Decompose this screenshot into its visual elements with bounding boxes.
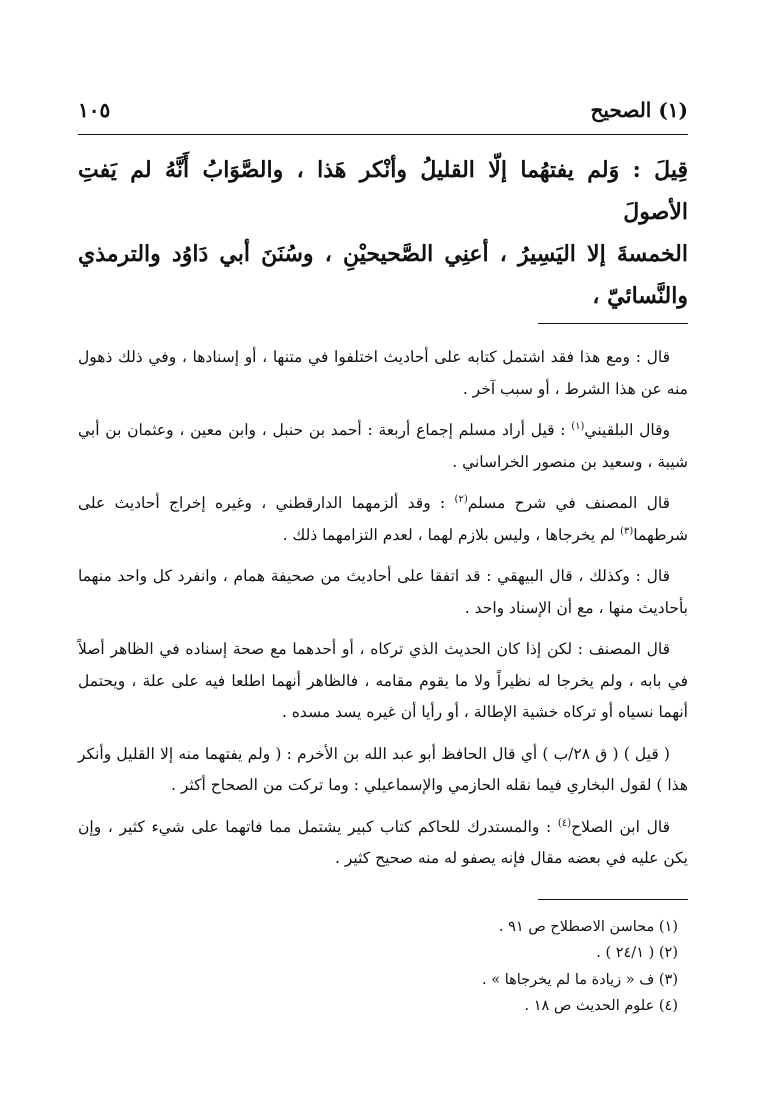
section-title: (١) الصحيح (590, 98, 688, 122)
footnote-marker[interactable]: (٣) (620, 525, 634, 537)
footnote: (٢) ( ٢٤/١ ) . (596, 945, 678, 961)
paragraph-text: قال المصنف في شرح مسلم (467, 494, 670, 512)
header-rule (78, 134, 688, 135)
paragraph-text: : وقد ألزمهما الدارقطني ، وغيره إخراج أحاديث على شرطهما (78, 494, 688, 544)
matn-line: الخمسةَ إلا اليَسِيرُ ، أعنِي الصَّحيحيْنِ ، وسُنَنَ أبي دَاوُد والترمذي والنَّسائيّ ، (78, 241, 688, 309)
paragraph-text: ( قيل ) ( ق ٢٨/ب ) أي قال الحافظ أبو عبد الله بن الأخرم : ( ولم يفتهما منه إلا القليل وأنكر هذا ) لقول البخاري فيما نقله الحازمي والإسماعيلي : وما تركت من الصحاح أكثر . (78, 744, 688, 794)
running-header (78, 98, 688, 128)
footnote-separator (538, 899, 688, 900)
footnote: (٤) علوم الحديث ص ١٨ . (524, 998, 678, 1014)
commentary-paragraph (78, 634, 688, 729)
commentary-paragraph (78, 739, 688, 802)
page-number: ١٠٥ (78, 98, 111, 122)
commentary-paragraph (78, 342, 688, 405)
paragraph-text: : قيل أراد مسلم إجماع أربعة : أحمد بن حنبل ، وابن معين ، وعثمان بن أبي شيبة ، وسعيد بن منصور الخراساني . (78, 421, 688, 471)
paragraph-text: وقال البلقيني (584, 421, 670, 439)
footnote: (١) محاسن الاصطلاح ص ٩١ . (498, 918, 678, 935)
paragraph-text: لم يخرجاها ، وليس بلازم لهما ، لعدم التزامهما ذلك . (282, 525, 621, 544)
commentary-paragraph (78, 488, 688, 551)
commentary-paragraph (78, 812, 688, 875)
commentary-paragraph (78, 561, 688, 624)
footnote-marker[interactable]: (٤) (557, 817, 572, 829)
paragraph-text: قال ابن الصلاح (571, 817, 670, 836)
matn-separator (538, 323, 688, 324)
matn-line: قِيلَ : وَلم يفتهُما إلّا القليلُ وأنْكر هَذا ، والصَّوَابُ أَنَّهُ لم يَفتِ الأصولَ (78, 157, 688, 225)
paragraph-text: : والمستدرك للحاكم كتاب كبير يشتمل مما فاتهما على شيء كثير ، وإن يكن عليه في بعضه مقال فإنه يصفو له منه صحيح كثير . (78, 817, 688, 867)
book-page (78, 98, 688, 1020)
matn-text (78, 149, 688, 317)
paragraph-text: قال : وكذلك ، قال البيهقي : قد اتفقا على أحاديث من صحيفة همام ، وانفرد كل واحد منهما بأحاديث منها ، مع أن الإسناد واحد . (78, 567, 688, 617)
footnote-marker[interactable]: (١) (571, 420, 585, 432)
paragraph-text: قال المصنف : لكن إذا كان الحديث الذي تركاه ، أو أحدهما مع صحة إسناده في الظاهر أصلاً في بابه ، ولم يخرجا له نظيراً ولا ما يقوم مقامه ، فالظاهر أنهما اطلعا فيه على علة ، ويحتمل أنهما نسياه أو تركاه خشية الإطالة ، أو رأيا أن غيره يسد مسده . (78, 640, 688, 721)
paragraph-text: قال : ومع هذا فقد اشتمل كتابه على أحاديث اختلفوا في متنها ، أو إسنادها ، وفي ذلك ذهول منه عن هذا الشرط ، أو سبب آخر . (78, 348, 688, 398)
commentary-paragraph (78, 415, 688, 478)
footnotes (78, 914, 688, 1020)
footnote-marker[interactable]: (٢) (454, 493, 468, 505)
commentary (78, 342, 688, 875)
footnote: (٣) ف « زيادة ما لم يخرجاها » . (482, 971, 678, 988)
